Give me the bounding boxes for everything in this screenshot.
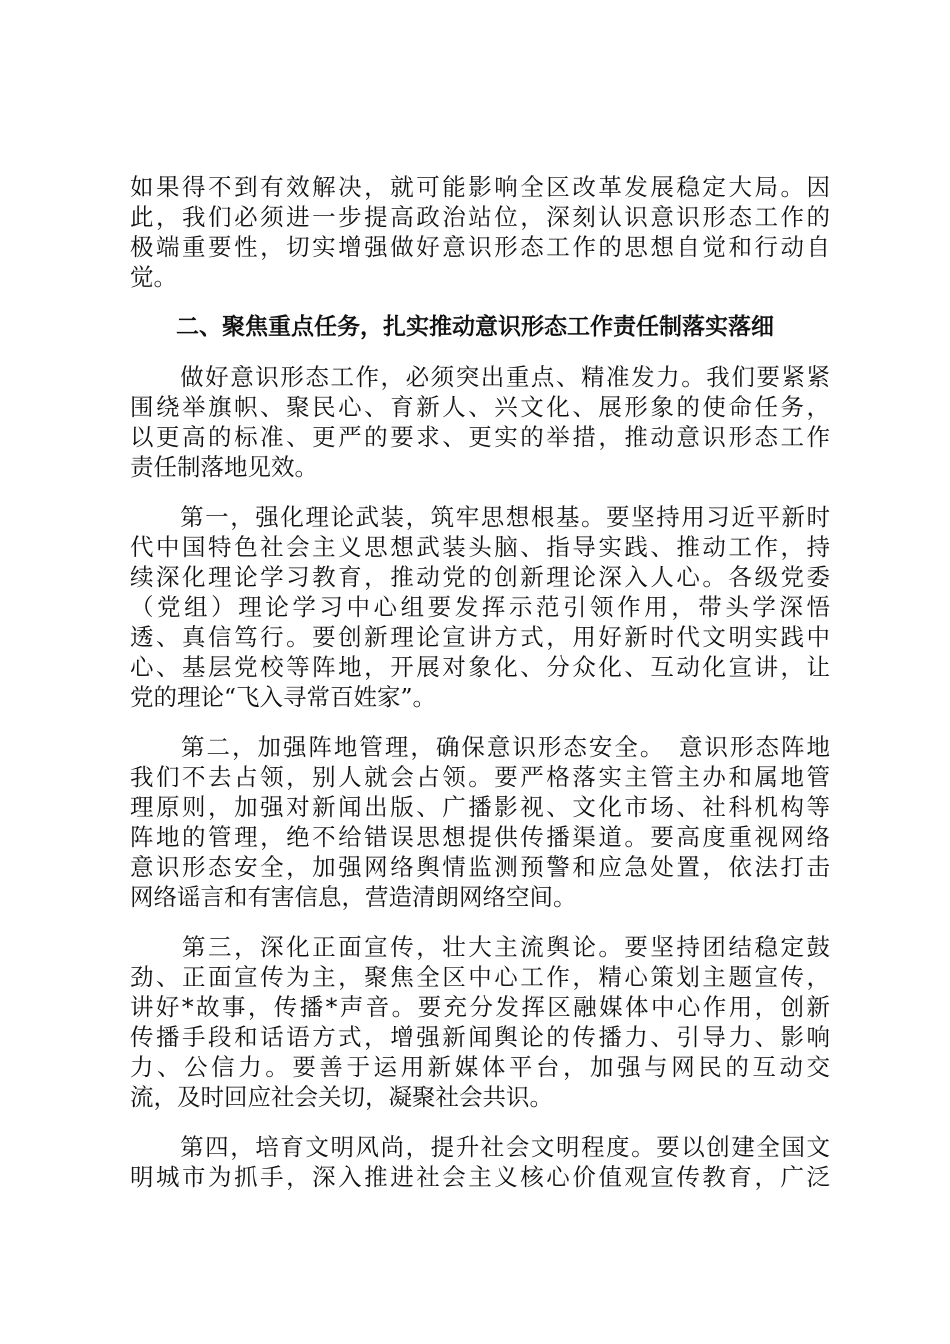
text-line: 流，及时回应社会关切，凝聚社会共识。 [130,1083,553,1111]
text-line: 讲好*故事，传播*声音。要充分发挥区融媒体中心作用，创新 [130,993,830,1021]
body-paragraph [130,932,830,1112]
document-body [130,172,830,1212]
text-line: 续深化理论学习教育，推动党的创新理论深入人心。各级党委 [130,563,830,591]
text-line: 阵地的管理，绝不给错误思想提供传播渠道。要高度重视网络 [130,823,830,851]
body-paragraph [130,502,830,712]
text-line: 第三，深化正面宣传，壮大主流舆论。要坚持团结稳定鼓 [130,933,830,961]
text-line: 心、基层党校等阵地，开展对象化、分众化、互动化宣讲，让 [130,653,830,681]
text-line: 力、公信力。要善于运用新媒体平台，加强与网民的互动交 [130,1053,830,1081]
body-paragraph [130,172,830,292]
text-line: 做好意识形态工作，必须突出重点、精准发力。我们要紧紧 [130,363,830,391]
text-line: 传播手段和话语方式，增强新闻舆论的传播力、引导力、影响 [130,1023,830,1051]
text-line: 第一，强化理论武装，筑牢思想根基。要坚持用习近平新时 [130,503,830,531]
text-line: 如果得不到有效解决，就可能影响全区改革发展稳定大局。因 [130,173,830,201]
body-paragraph [130,1132,830,1192]
body-paragraph [130,362,830,482]
text-line: 明城市为抓手，深入推进社会主义核心价值观宣传教育，广泛 [130,1163,830,1191]
text-line: 此，我们必须进一步提高政治站位，深刻认识意识形态工作的 [130,203,830,231]
body-paragraph [130,732,830,912]
text-line: 党的理论“飞入寻常百姓家”。 [130,683,437,711]
text-line: 我们不去占领，别人就会占领。要严格落实主管主办和属地管 [130,763,830,791]
text-line: 围绕举旗帜、聚民心、育新人、兴文化、展形象的使命任务， [130,393,830,421]
text-line: 第四，培育文明风尚，提升社会文明程度。要以创建全国文 [130,1133,830,1161]
text-line: 以更高的标准、更严的要求、更实的举措，推动意识形态工作 [130,423,830,451]
text-line: （党组）理论学习中心组要发挥示范引领作用，带头学深悟 [130,593,830,621]
text-line: 第二，加强阵地管理，确保意识形态安全。 意识形态阵地 [130,733,830,761]
text-line: 理原则，加强对新闻出版、广播影视、文化市场、社科机构等 [130,793,830,821]
text-line: 责任制落地见效。 [130,453,318,481]
text-line: 意识形态安全，加强网络舆情监测预警和应急处置，依法打击 [130,853,830,881]
text-line: 觉。 [130,263,177,291]
text-line: 劲、正面宣传为主，聚焦全区中心工作，精心策划主题宣传， [130,963,830,991]
section-heading [130,312,830,342]
text-line: 代中国特色社会主义思想武装头脑、指导实践、推动工作，持 [130,533,830,561]
text-line: 网络谣言和有害信息，营造清朗网络空间。 [130,883,577,911]
text-line: 透、真信笃行。要创新理论宣讲方式，用好新时代文明实践中 [130,623,830,651]
text-line: 极端重要性，切实增强做好意识形态工作的思想自觉和行动自 [130,233,830,261]
heading-line: 二、聚焦重点任务，扎实推动意识形态工作责任制落实落细 [130,314,774,340]
